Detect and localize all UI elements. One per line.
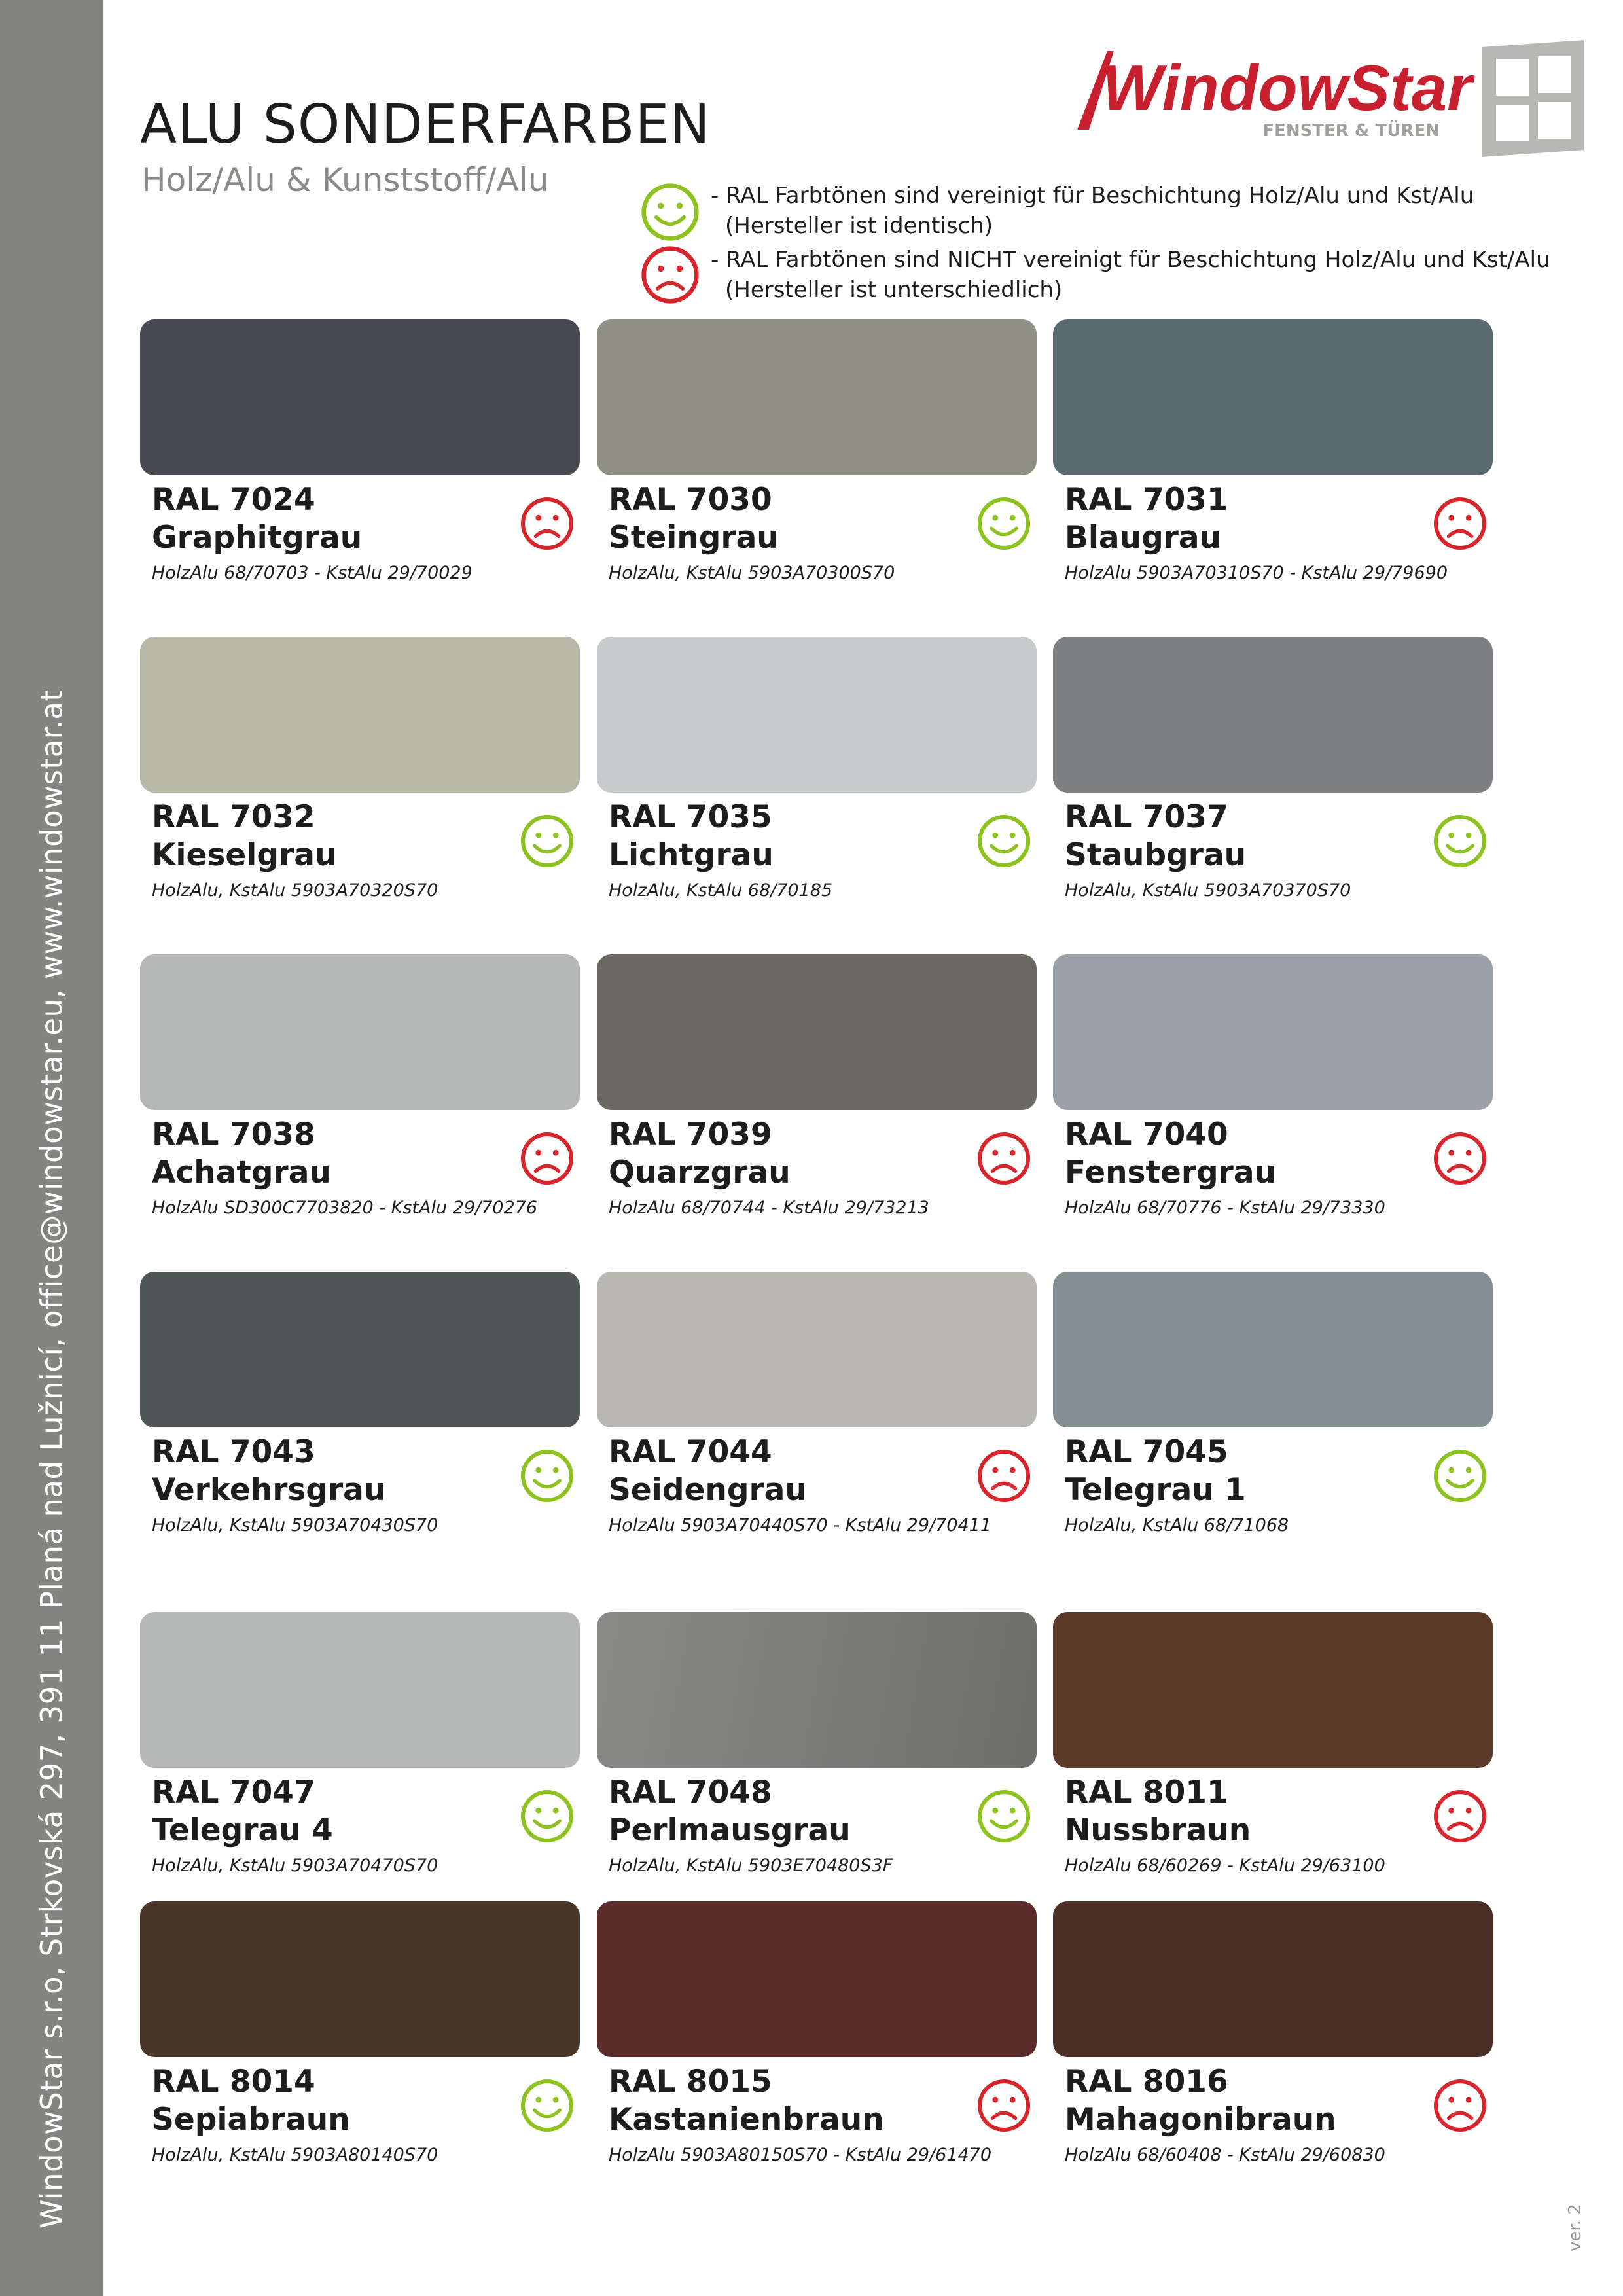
smiley-happy-icon	[1431, 812, 1489, 870]
color-swatch	[597, 1272, 1037, 1427]
smiley-sad-icon	[1431, 495, 1489, 552]
smiley-happy-icon	[639, 181, 702, 243]
logo-brand: WindowStar	[1102, 52, 1472, 124]
ral-code: RAL 7035	[609, 799, 772, 835]
ral-name: Graphitgrau	[152, 520, 363, 556]
ral-code: RAL 8014	[152, 2064, 315, 2100]
ral-name: Steingrau	[609, 520, 779, 556]
ral-code: RAL 7032	[152, 799, 315, 835]
ral-code: RAL 8011	[1065, 1774, 1228, 1810]
ral-code: RAL 7024	[152, 482, 315, 518]
smiley-happy-icon	[518, 1447, 576, 1505]
color-swatch	[597, 1612, 1037, 1768]
ral-reference-note: HolzAlu 68/60408 - KstAlu 29/60830	[1065, 2145, 1385, 2165]
color-swatch	[1053, 1612, 1493, 1768]
smiley-sad-icon	[975, 2077, 1033, 2134]
windowstar-logo	[1073, 33, 1597, 157]
ral-code: RAL 7045	[1065, 1434, 1228, 1470]
color-swatch	[140, 1612, 580, 1768]
ral-code: RAL 7038	[152, 1117, 315, 1153]
ral-name: Verkehrsgrau	[152, 1472, 386, 1508]
ral-name: Kieselgrau	[152, 837, 337, 873]
color-swatch	[140, 954, 580, 1110]
smiley-happy-icon	[975, 812, 1033, 870]
ral-code: RAL 7039	[609, 1117, 772, 1153]
smiley-happy-icon	[975, 495, 1033, 552]
ral-code: RAL 7030	[609, 482, 772, 518]
ral-code: RAL 8016	[1065, 2064, 1228, 2100]
color-swatch	[1053, 954, 1493, 1110]
color-swatch	[1053, 319, 1493, 475]
ral-code: RAL 7037	[1065, 799, 1228, 835]
color-swatch	[140, 1272, 580, 1427]
color-swatch	[597, 637, 1037, 793]
legend-happy-line1: - RAL Farbtönen sind vereinigt für Beschichtung Holz/Alu und Kst/Alu	[711, 183, 1474, 209]
smiley-sad-icon	[975, 1447, 1033, 1505]
ral-reference-note: HolzAlu, KstAlu 5903A70320S70	[152, 880, 438, 901]
window-icon	[1482, 40, 1584, 157]
ral-name: Achatgrau	[152, 1155, 331, 1191]
smiley-happy-icon	[975, 1787, 1033, 1845]
color-swatch	[597, 319, 1037, 475]
color-swatch	[597, 1901, 1037, 2057]
smiley-sad-icon	[1431, 1130, 1489, 1187]
ral-code: RAL 7048	[609, 1774, 772, 1810]
ral-code: RAL 7047	[152, 1774, 315, 1810]
smiley-sad-icon	[1431, 1787, 1489, 1845]
color-swatch	[140, 637, 580, 793]
ral-name: Staubgrau	[1065, 837, 1247, 873]
color-swatch	[140, 319, 580, 475]
ral-name: Perlmausgrau	[609, 1812, 851, 1848]
ral-reference-note: HolzAlu 5903A70310S70 - KstAlu 29/79690	[1065, 563, 1448, 583]
ral-reference-note: HolzAlu 5903A80150S70 - KstAlu 29/61470	[609, 2145, 992, 2165]
ral-code: RAL 7044	[609, 1434, 772, 1470]
ral-name: Nussbraun	[1065, 1812, 1251, 1848]
ral-reference-note: HolzAlu SD300C7703820 - KstAlu 29/70276	[152, 1198, 538, 1218]
company-address: WindowStar s.r.o, Strkovská 297, 391 11 Planá nad Lužnicí, office@windowstar.eu, www.windowstar.at	[34, 689, 69, 2229]
ral-code: RAL 7040	[1065, 1117, 1228, 1153]
ral-name: Lichtgrau	[609, 837, 774, 873]
smiley-sad-icon	[975, 1130, 1033, 1187]
color-swatch	[140, 1901, 580, 2057]
page-title: ALU SONDERFARBEN	[140, 94, 711, 156]
ral-code: RAL 7031	[1065, 482, 1228, 518]
ral-name: Telegrau 1	[1065, 1472, 1246, 1508]
ral-name: Seidengrau	[609, 1472, 807, 1508]
ral-reference-note: HolzAlu, KstAlu 5903A70300S70	[609, 563, 895, 583]
ral-reference-note: HolzAlu 5903A70440S70 - KstAlu 29/70411	[609, 1515, 992, 1535]
ral-code: RAL 8015	[609, 2064, 772, 2100]
ral-name: Blaugrau	[1065, 520, 1222, 556]
ral-reference-note: HolzAlu, KstAlu 5903A70370S70	[1065, 880, 1351, 901]
ral-reference-note: HolzAlu, KstAlu 5903A70470S70	[152, 1856, 438, 1876]
smiley-happy-icon	[518, 1787, 576, 1845]
page-subtitle: Holz/Alu & Kunststoff/Alu	[141, 161, 549, 199]
ral-reference-note: HolzAlu, KstAlu 5903A70430S70	[152, 1515, 438, 1535]
smiley-happy-icon	[518, 812, 576, 870]
ral-reference-note: HolzAlu 68/70776 - KstAlu 29/73330	[1065, 1198, 1385, 1218]
logo-tagline: FENSTER & TÜREN	[1262, 121, 1440, 141]
color-swatch	[1053, 1272, 1493, 1427]
ral-reference-note: HolzAlu 68/60269 - KstAlu 29/63100	[1065, 1856, 1385, 1876]
sidebar	[0, 0, 103, 2296]
ral-name: Fenstergrau	[1065, 1155, 1277, 1191]
ral-reference-note: HolzAlu, KstAlu 5903E70480S3F	[609, 1856, 893, 1876]
ral-reference-note: HolzAlu 68/70703 - KstAlu 29/70029	[152, 563, 473, 583]
color-swatch	[1053, 1901, 1493, 2057]
smiley-sad-icon	[1431, 2077, 1489, 2134]
ral-code: RAL 7043	[152, 1434, 315, 1470]
ral-reference-note: HolzAlu, KstAlu 5903A80140S70	[152, 2145, 438, 2165]
color-swatch	[1053, 637, 1493, 793]
ral-name: Sepiabraun	[152, 2102, 350, 2138]
legend-sad-line1: - RAL Farbtönen sind NICHT vereinigt für Beschichtung Holz/Alu und Kst/Alu	[711, 247, 1550, 273]
smiley-happy-icon	[518, 2077, 576, 2134]
smiley-sad-icon	[639, 243, 702, 306]
ral-name: Quarzgrau	[609, 1155, 791, 1191]
ral-reference-note: HolzAlu 68/70744 - KstAlu 29/73213	[609, 1198, 929, 1218]
smiley-sad-icon	[518, 1130, 576, 1187]
legend-sad-line2: (Hersteller ist unterschiedlich)	[725, 277, 1063, 303]
ral-reference-note: HolzAlu, KstAlu 68/71068	[1065, 1515, 1289, 1535]
ral-name: Mahagonibraun	[1065, 2102, 1336, 2138]
version-label: ver. 2	[1565, 2204, 1585, 2251]
ral-reference-note: HolzAlu, KstAlu 68/70185	[609, 880, 833, 901]
color-swatch	[597, 954, 1037, 1110]
ral-name: Kastanienbraun	[609, 2102, 884, 2138]
smiley-happy-icon	[1431, 1447, 1489, 1505]
smiley-sad-icon	[518, 495, 576, 552]
legend-happy-line2: (Hersteller ist identisch)	[725, 213, 993, 239]
ral-name: Telegrau 4	[152, 1812, 333, 1848]
